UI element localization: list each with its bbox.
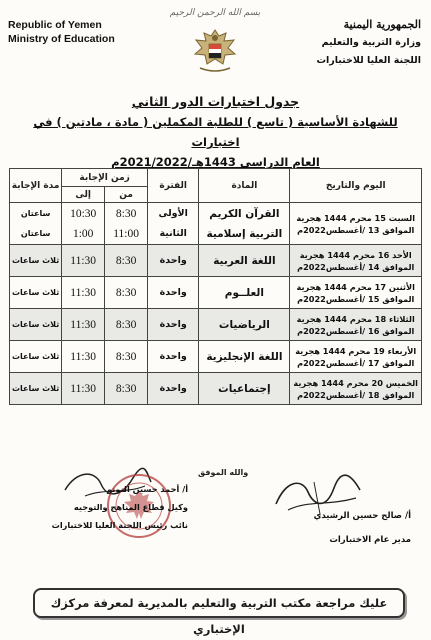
row-duration: ثلاث ساعات	[10, 341, 62, 373]
header-answer-time: زمن الإجابة	[62, 169, 148, 187]
row-duration	[10, 203, 62, 245]
row-subject: اللغة الإنجليزية	[199, 341, 290, 373]
row-day-hijri: الثلاثاء 18 محرم 1444 هجرية	[296, 313, 415, 324]
table-row	[10, 373, 422, 405]
row-to: 11:30	[62, 341, 105, 373]
row-day-gregorian: الموافق 17 /أغسطس2022م	[297, 357, 415, 368]
row-day-date	[290, 277, 422, 309]
row-period	[148, 203, 199, 245]
row-period: واحدة	[148, 341, 199, 373]
document-subtitle: للشهادة الأساسية ( تاسع ) للطلبة المكملين ( مادة ، مادتين ) في اختبارات	[33, 115, 398, 149]
row-day-gregorian: الموافق 13 /أغسطس2022م	[297, 224, 415, 235]
row-subject-2: التربية إسلامية	[206, 227, 283, 240]
row-from: 8:30	[105, 373, 148, 405]
schedule-table-wrapper	[9, 168, 422, 405]
row-duration: ثلاث ساعات	[10, 309, 62, 341]
row-subject: الرياضيات	[199, 309, 290, 341]
row-duration: ثلاث ساعات	[10, 277, 62, 309]
basmala-calligraphy: بسم الله الرحمن الرحيم	[169, 8, 261, 18]
row-from-1: 8:30	[115, 207, 137, 220]
header-period: الفترة	[148, 169, 199, 203]
row-to-1: 10:30	[70, 207, 97, 220]
table-row	[10, 203, 422, 245]
signatory-left-title2: نائب رئيس اللجنة العليا للاختبارات	[51, 520, 188, 530]
row-day-date	[290, 373, 422, 405]
row-day-gregorian: الموافق 15 /أغسطس2022م	[297, 293, 415, 304]
row-duration: ثلاث ساعات	[10, 373, 62, 405]
row-period: واحدة	[148, 309, 199, 341]
closing-salutation: والله الموفق	[198, 468, 249, 477]
academic-year: العام الدراسي 1443هـ/2021/2022م	[111, 155, 320, 169]
header-day-date: اليوم والتاريخ	[290, 169, 422, 203]
row-duration-2: ساعتان	[20, 228, 51, 238]
row-day-gregorian: الموافق 14 /أغسطس2022م	[297, 261, 415, 272]
row-to: 11:30	[62, 277, 105, 309]
row-day-gregorian: الموافق 16 /أغسطس2022م	[297, 325, 415, 336]
row-subject: العلــوم	[199, 277, 290, 309]
header-duration: مدة الإجابة	[10, 169, 62, 203]
row-period-2: الثانية	[159, 227, 187, 239]
row-from: 8:30	[105, 277, 148, 309]
document-title-block	[10, 92, 421, 172]
row-to-2: 1:00	[72, 227, 94, 240]
row-period: واحدة	[148, 277, 199, 309]
document-title: جدول اختبارات الدور الثاني	[131, 94, 300, 109]
country-name-ar: الجمهورية اليمنية	[343, 18, 421, 31]
table-row	[10, 341, 422, 373]
row-day-hijri: الخميس 20 محرم 1444 هجرية	[293, 377, 418, 388]
exam-center-notice: عليك مراجعة مكتب التربية والتعليم بالمديرية لمعرفة مركزك الإختباري	[33, 588, 405, 618]
country-name-en: Republic of Yemen	[8, 19, 102, 31]
committee-name-ar: اللجنة العليا للاختبارات	[316, 55, 421, 66]
row-subject: اللغة العربية	[199, 245, 290, 277]
header-arabic	[291, 16, 421, 70]
table-row	[10, 245, 422, 277]
row-subject: إجتماعيات	[199, 373, 290, 405]
schedule-table	[9, 168, 422, 405]
row-day-gregorian: الموافق 18 /أغسطس2022م	[297, 389, 415, 400]
signatory-left-name: أ/ أحمد حسين النونو	[107, 484, 188, 494]
table-row	[10, 309, 422, 341]
row-day-date	[290, 203, 422, 245]
row-to: 11:30	[62, 373, 105, 405]
row-from: 8:30	[105, 245, 148, 277]
row-from-2: 11:00	[113, 227, 139, 240]
header-subject: المادة	[199, 169, 290, 203]
header-english	[8, 18, 115, 46]
row-subject-1: القرآن الكريم	[209, 207, 280, 220]
row-duration-1: ساعتان	[20, 208, 51, 218]
row-day-hijri: الأحد 16 محرم 1444 هجرية	[299, 249, 412, 260]
signatory-right-title: مدير عام الاختبارات	[329, 535, 411, 545]
row-duration: ثلاث ساعات	[10, 245, 62, 277]
header-to: إلى	[62, 187, 105, 203]
row-to: 11:30	[62, 309, 105, 341]
yemen-eagle-emblem-icon	[188, 24, 242, 78]
signature-block-right	[271, 504, 411, 552]
row-from	[105, 203, 148, 245]
signatory-left-title1: وكيل قطاع المناهج والتوجيه	[73, 502, 188, 512]
table-row	[10, 277, 422, 309]
row-to	[62, 203, 105, 245]
row-day-hijri: السبت 15 محرم 1444 هجرية	[296, 212, 416, 223]
header-from: من	[105, 187, 148, 203]
row-day-hijri: الأثنين 17 محرم 1444 هجرية	[296, 281, 415, 292]
row-period-1: الأولى	[158, 207, 188, 219]
row-day-date	[290, 309, 422, 341]
signature-block-left	[38, 480, 188, 534]
row-period: واحدة	[148, 245, 199, 277]
ministry-name-ar: وزارة التربية والتعليم	[321, 37, 421, 48]
row-day-date	[290, 341, 422, 373]
row-day-hijri: الأربعاء 19 محرم 1444 هجرية	[295, 345, 417, 356]
row-day-date	[290, 245, 422, 277]
signatory-right-name: أ/ صالح حسين الرشيدي	[313, 511, 411, 521]
row-subject	[199, 203, 290, 245]
row-period: واحدة	[148, 373, 199, 405]
row-from: 8:30	[105, 341, 148, 373]
row-to: 11:30	[62, 245, 105, 277]
ministry-name-en: Ministry of Education	[8, 33, 115, 45]
row-from: 8:30	[105, 309, 148, 341]
